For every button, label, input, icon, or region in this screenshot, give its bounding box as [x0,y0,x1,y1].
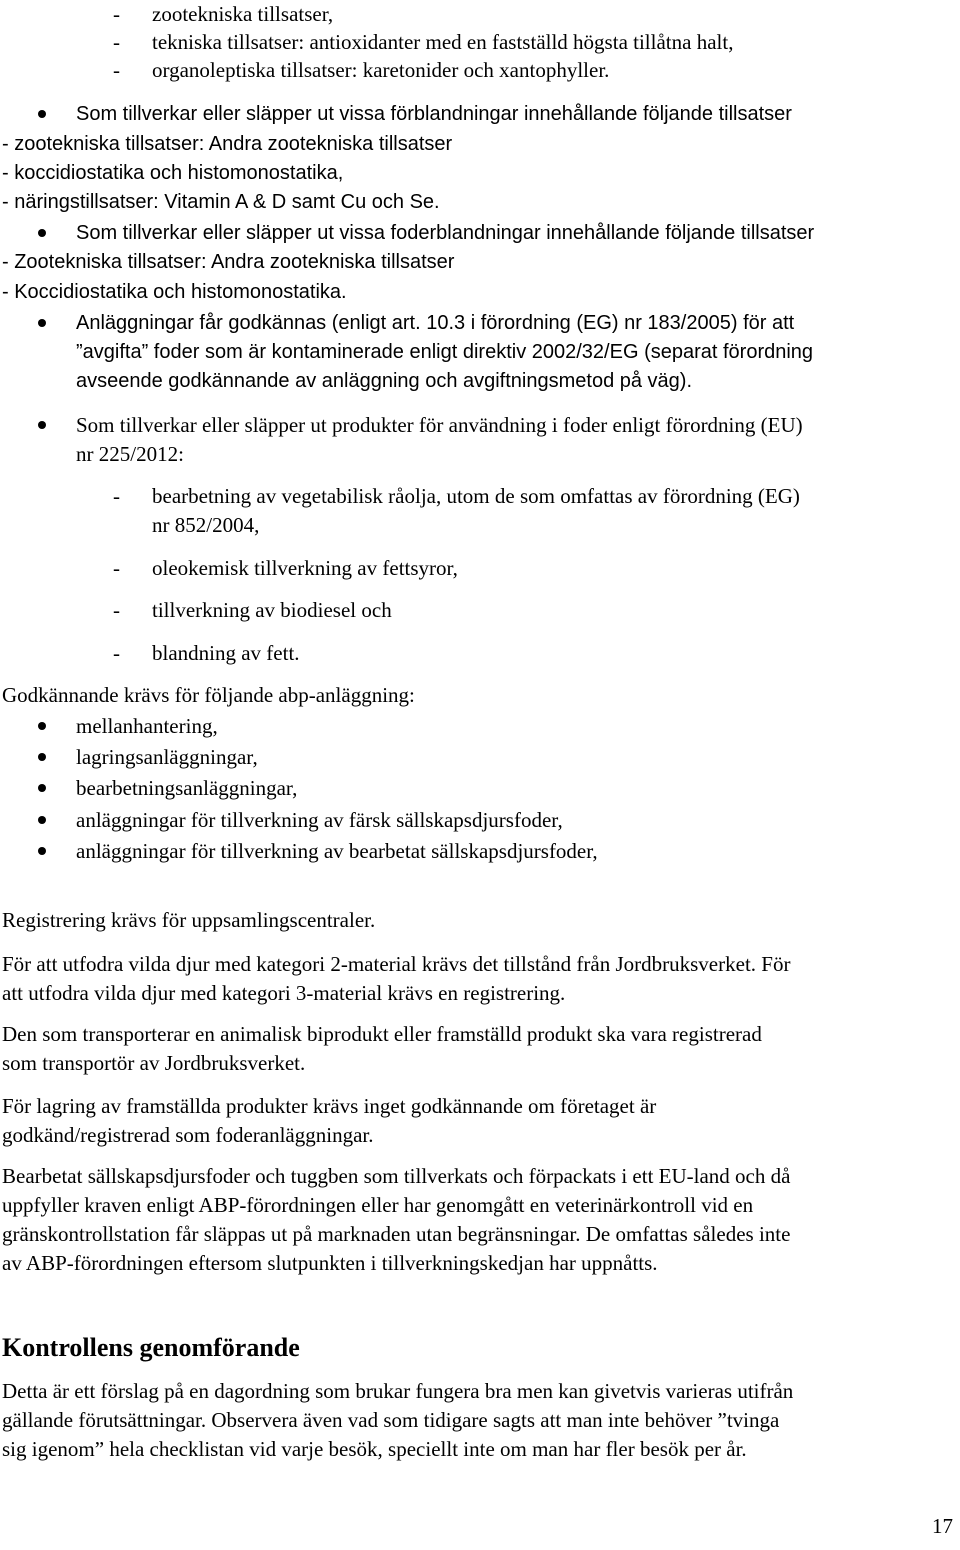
list-item: nr 225/2012: [76,442,184,466]
paragraph-line: godkänd/registrerad som foderanläggningar. [2,1123,374,1147]
list-item: Som tillverkar eller släpper ut vissa foderblandningar innehållande följande tillsatser [76,222,815,244]
dash-marker: - [113,58,120,82]
paragraph-line: gränskontrollstation får släppas ut på marknaden utan begränsningar. De omfattas således inte [2,1222,791,1246]
paragraph-line: uppfyller kraven enligt ABP-förordningen eller har genomgått en veterinärkontroll vid en [2,1193,754,1217]
list-item: - Koccidiostatika och histomonostatika. [2,281,347,303]
list-item: - näringstillsatser: Vitamin A & D samt Cu och Se. [2,191,440,213]
list-item: ”avgifta” foder som är kontaminerade enligt direktiv 2002/32/EG (separat förordning [76,341,814,363]
list-item: oleokemisk tillverkning av fettsyror, [152,556,458,580]
paragraph-line: Bearbetat sällskapsdjursfoder och tuggben som tillverkats och förpackats i ett EU-land och då [2,1164,791,1188]
list-item: lagringsanläggningar, [76,745,258,769]
paragraph-registration: Registrering krävs för uppsamlingscentraler. [2,908,376,932]
dash-marker: - [113,2,120,26]
paragraph-line: Detta är ett förslag på en dagordning som brukar fungera bra men kan givetvis varieras utifrån [2,1379,794,1403]
approval-intro: Godkännande krävs för följande abp-anläggning: [2,683,415,707]
bullet-icon [38,319,46,327]
dash-marker: - [113,484,120,508]
list-item: blandning av fett. [152,641,300,665]
list-item: anläggningar för tillverkning av färsk sällskapsdjursfoder, [76,808,563,832]
paragraph-line: som transportör av Jordbruksverket. [2,1051,306,1075]
list-item: organoleptiska tillsatser: karetonider och xantophyller. [152,58,610,82]
list-item: anläggningar för tillverkning av bearbetat sällskapsdjursfoder, [76,839,598,863]
list-item: - koccidiostatika och histomonostatika, [2,162,344,184]
bullet-icon [38,753,46,761]
dash-marker: - [113,30,120,54]
paragraph-line: av ABP-förordningen eftersom slutpunkten i tillverkningskedjan har uppnåtts. [2,1251,658,1275]
bullet-icon [38,722,46,730]
dash-marker: - [113,598,120,622]
list-item: - Zootekniska tillsatser: Andra zootekniska tillsatser [2,251,455,273]
bullet-icon [38,847,46,855]
list-item: Anläggningar får godkännas (enligt art. 10.3 i förordning (EG) nr 183/2005) för att [76,312,795,334]
section-heading: Kontrollens genomförande [2,1333,300,1362]
bullet-icon [38,421,46,429]
paragraph-line: För lagring av framställda produkter krävs inget godkännande om företaget är [2,1094,657,1118]
list-item: avseende godkännande av anläggning och avgiftningsmetod på väg). [76,370,693,392]
bullet-icon [38,110,46,118]
list-item: zootekniska tillsatser, [152,2,334,26]
list-item: tillverkning av biodiesel och [152,598,392,622]
dash-marker: - [113,641,120,665]
list-item: Som tillverkar eller släpper ut produkter för användning i foder enligt förordning (EU) [76,413,803,437]
paragraph-line: Den som transporterar en animalisk biprodukt eller framställd produkt ska vara registrerad [2,1022,762,1046]
dash-marker: - [113,556,120,580]
list-item: tekniska tillsatser: antioxidanter med en fastställd högsta tillåtna halt, [152,30,734,54]
bullet-icon [38,784,46,792]
page-number: 17 [932,1514,953,1538]
list-item: - zootekniska tillsatser: Andra zootekniska tillsatser [2,133,453,155]
list-item: mellanhantering, [76,714,218,738]
list-item: bearbetning av vegetabilisk råolja, utom de som omfattas av förordning (EG) [152,484,800,508]
bullet-icon [38,229,46,237]
list-item: bearbetningsanläggningar, [76,776,298,800]
paragraph-line: gällande förutsättningar. Observera även vad som tidigare sagts att man inte behöver ”tvinga [2,1408,780,1432]
bullet-icon [38,816,46,824]
list-item: Som tillverkar eller släpper ut vissa förblandningar innehållande följande tillsatser [76,103,792,125]
paragraph-line: sig igenom” hela checklistan vid varje besök, speciellt inte om man har fler besök per år. [2,1437,747,1461]
list-item: nr 852/2004, [152,513,260,537]
paragraph-line: att utfodra vilda djur med kategori 3-material krävs en registrering. [2,981,566,1005]
paragraph-line: För att utfodra vilda djur med kategori 2-material krävs det tillstånd från Jordbruksverket. För [2,952,791,976]
